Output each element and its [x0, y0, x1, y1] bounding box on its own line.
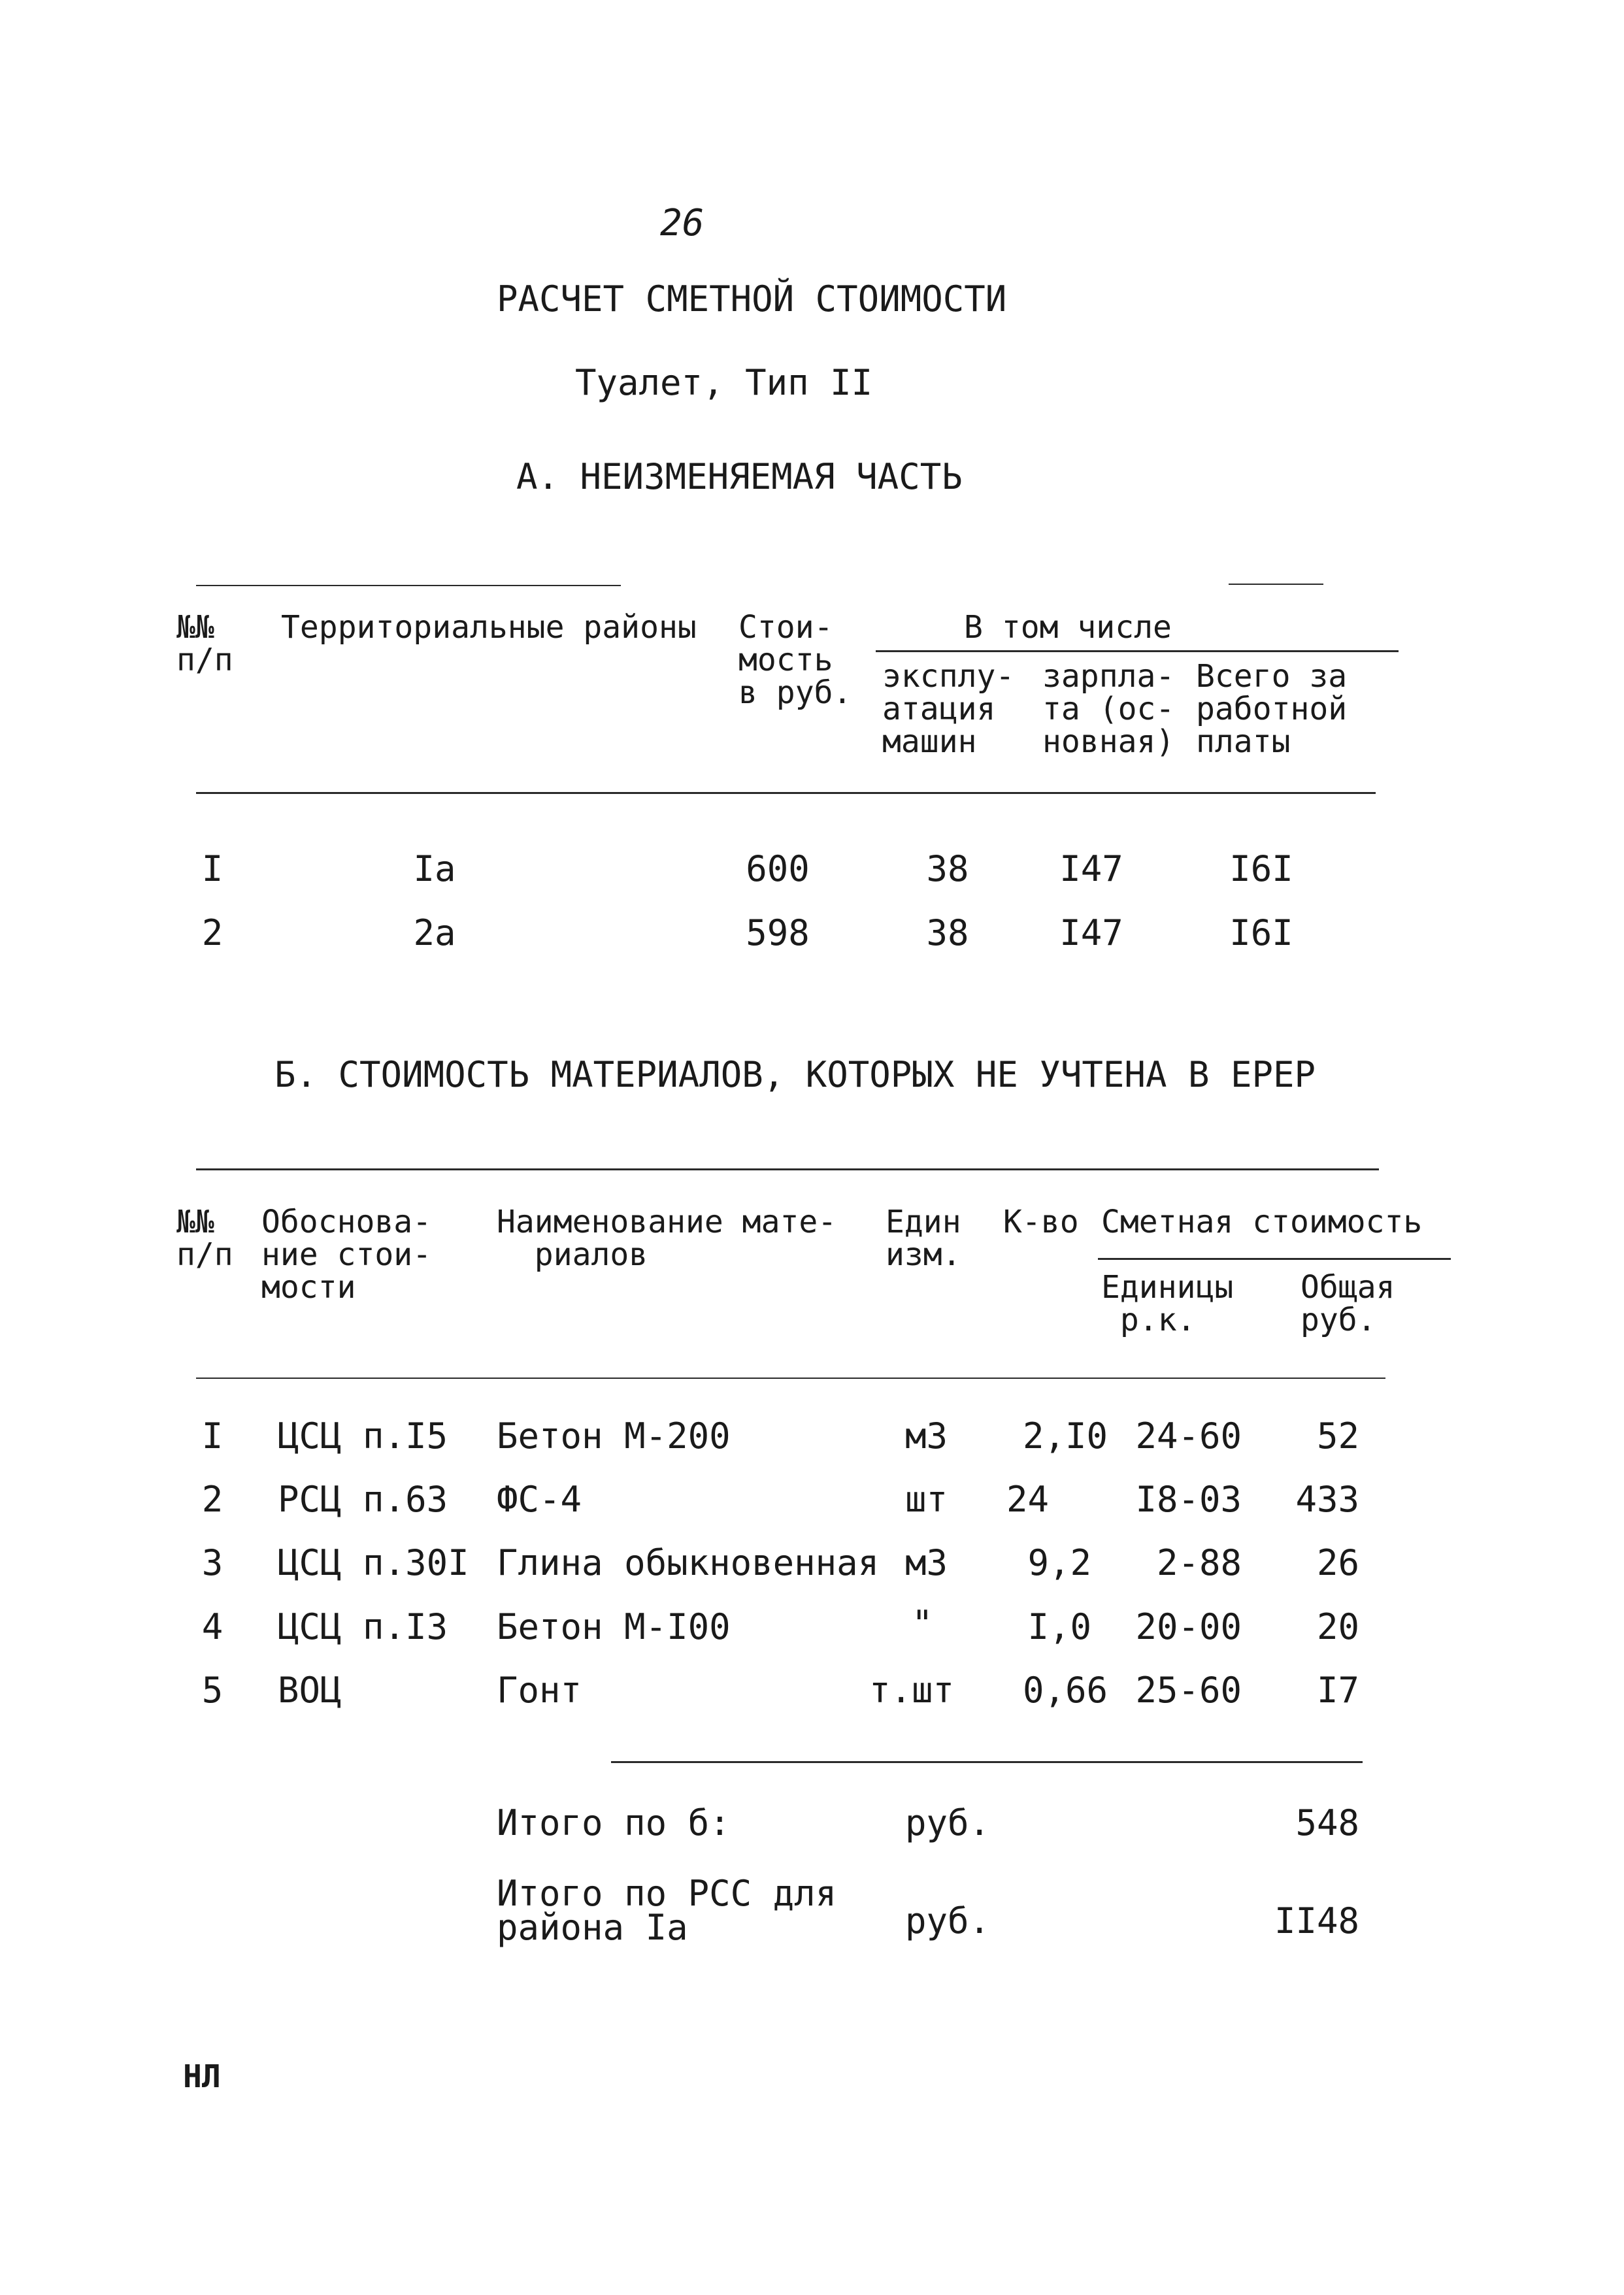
row-total: I7 — [1316, 1670, 1359, 1711]
row-num: 5 — [201, 1670, 224, 1711]
section-a-header-including: В том числе — [964, 609, 1172, 646]
section-a-header-district: Территориальные районы — [281, 609, 697, 646]
section-a-including-rule — [876, 650, 1399, 652]
row-material: ФС-4 — [497, 1479, 582, 1520]
row-basis: ЦСЦ п.I3 — [278, 1606, 448, 1647]
row-qty: 0,66 — [1022, 1670, 1108, 1711]
row-basis: РСЦ п.63 — [278, 1479, 448, 1520]
row-unit: м3 — [905, 1542, 948, 1583]
row-total-wages: I6I — [1229, 912, 1293, 953]
grand-total-unit: руб. — [905, 1900, 991, 1941]
row-num: 2 — [201, 1479, 224, 1520]
section-a-header-num: №№ п/п — [176, 609, 233, 678]
section-b-header-unit: Един изм. — [886, 1204, 961, 1273]
row-material: Глина обыкновенная — [497, 1542, 880, 1583]
row-wages: I47 — [1059, 912, 1123, 953]
row-unit-price: I8-03 — [1135, 1479, 1242, 1520]
row-cost: 600 — [746, 848, 810, 889]
row-num: I — [201, 848, 224, 889]
total-unit: руб. — [905, 1802, 991, 1843]
row-num: I — [201, 1415, 224, 1457]
row-basis: ЦСЦ п.30I — [278, 1542, 469, 1583]
row-unit-price: 24-60 — [1135, 1415, 1242, 1457]
section-a-top-rule-right — [1229, 584, 1323, 585]
section-b-header-qty: К-во — [1003, 1204, 1079, 1240]
row-total: 26 — [1316, 1542, 1359, 1583]
row-unit-price: 25-60 — [1135, 1670, 1242, 1711]
section-b-est-cost-rule — [1098, 1258, 1451, 1260]
section-a-header-total-wages: Всего за работной платы — [1196, 658, 1348, 760]
row-unit-price: 20-00 — [1135, 1606, 1242, 1647]
section-a-header-bottom-rule — [196, 792, 1376, 794]
row-qty: 24 — [1006, 1479, 1050, 1520]
row-material: Бетон М-I00 — [497, 1606, 731, 1647]
row-basis: ЦСЦ п.I5 — [278, 1415, 448, 1457]
row-total: 20 — [1316, 1606, 1359, 1647]
row-material: Гонт — [497, 1670, 582, 1711]
row-unit: " — [912, 1603, 933, 1644]
row-num: 3 — [201, 1542, 224, 1583]
row-unit: шт — [905, 1479, 948, 1520]
page-number: 26 — [660, 202, 704, 244]
section-b-header-num: №№ п/п — [176, 1204, 233, 1273]
row-material: Бетон М-200 — [497, 1415, 731, 1457]
section-a-header-wages: зарпла- та (ос- новная) — [1042, 658, 1175, 760]
row-total: 52 — [1316, 1415, 1359, 1457]
total-value: 548 — [1295, 1802, 1359, 1843]
row-machines: 38 — [926, 912, 969, 953]
row-district: 2а — [413, 912, 456, 953]
section-b-header-material: Наименование мате- риалов — [497, 1204, 837, 1273]
footer-mark: НЛ — [183, 2058, 221, 2095]
row-total-wages: I6I — [1229, 848, 1293, 889]
section-b-header-basis: Обоснова- ние стои- мости — [261, 1204, 432, 1306]
row-cost: 598 — [746, 912, 810, 953]
row-qty: 9,2 — [1027, 1542, 1091, 1583]
section-a-header-machines: эксплу- атация машин — [882, 658, 1015, 760]
row-basis: ВОЦ — [278, 1670, 342, 1711]
row-unit: м3 — [905, 1415, 948, 1457]
section-b-totals-rule — [611, 1761, 1363, 1763]
row-num: 4 — [201, 1606, 224, 1647]
section-a-heading: А. НЕИЗМЕНЯЕМАЯ ЧАСТЬ — [516, 456, 963, 497]
grand-total-value: II48 — [1274, 1900, 1359, 1941]
row-total: 433 — [1295, 1479, 1359, 1520]
section-b-top-rule — [196, 1168, 1379, 1170]
row-district: Iа — [413, 848, 456, 889]
section-b-heading: Б. СТОИМОСТЬ МАТЕРИАЛОВ, КОТОРЫХ НЕ УЧТЕНА В ЕРЕР — [274, 1054, 1316, 1095]
row-wages: I47 — [1059, 848, 1123, 889]
section-b-header-total: Общая руб. — [1301, 1269, 1395, 1338]
row-unit: т.шт — [869, 1670, 955, 1711]
document-subtitle: Туалет, Тип II — [575, 362, 873, 403]
row-num: 2 — [201, 912, 224, 953]
section-a-header-cost: Стои- мость в руб. — [738, 609, 852, 711]
section-b-header-unit-price: Единицы р.к. — [1101, 1269, 1234, 1338]
row-machines: 38 — [926, 848, 969, 889]
row-unit-price: 2-88 — [1156, 1542, 1242, 1583]
row-qty: 2,I0 — [1022, 1415, 1108, 1457]
section-b-header-est-cost: Сметная стоимость — [1101, 1204, 1423, 1240]
grand-total-label: Итого по РСС для района Iа — [497, 1873, 837, 1948]
section-b-header-bottom-rule — [196, 1378, 1385, 1379]
row-qty: I,0 — [1027, 1606, 1091, 1647]
section-a-top-rule — [196, 585, 621, 586]
document-title: РАСЧЕТ СМЕТНОЙ СТОИМОСТИ — [497, 278, 1007, 320]
total-label: Итого по б: — [497, 1802, 731, 1843]
